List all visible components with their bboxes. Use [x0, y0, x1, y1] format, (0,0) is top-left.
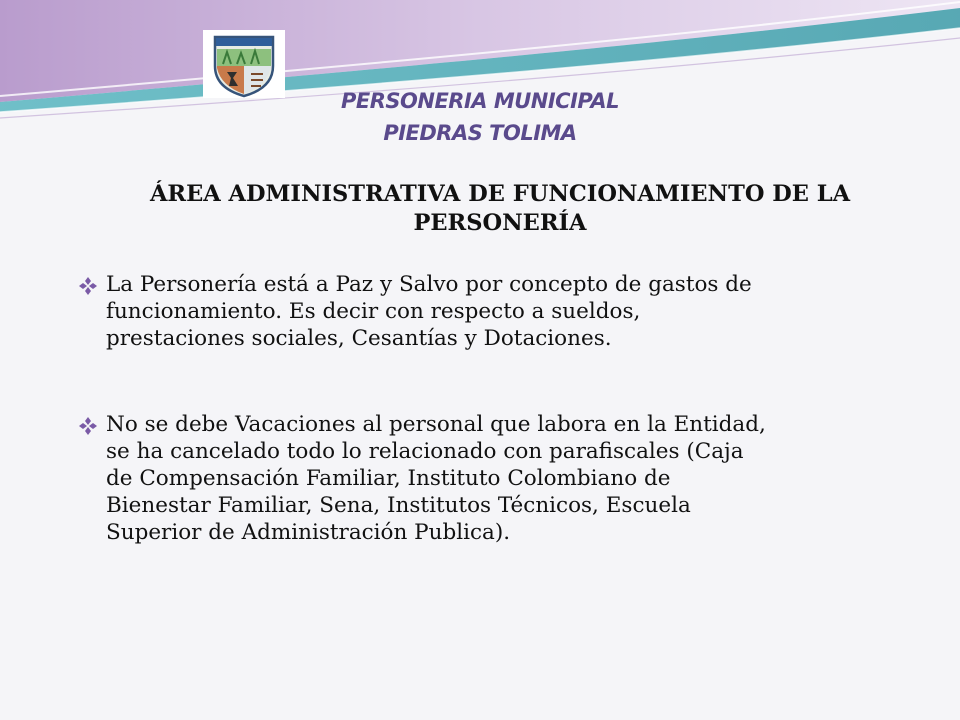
bullet-text-line: La Personería está a Paz y Salvo por concepto de gastos de [106, 272, 752, 297]
bullet-text-line: prestaciones sociales, Cesantías y Dotaciones. [106, 326, 612, 351]
diamond-bullet-icon [78, 416, 98, 436]
bullet-text-line: se ha cancelado todo lo relacionado con parafiscales (Caja [106, 439, 744, 464]
bullet-text-line: Superior de Administración Publica). [106, 520, 511, 545]
bullet-text-line: No se debe Vacaciones al personal que labora en la Entidad, [106, 412, 766, 437]
municipal-crest-icon [203, 30, 285, 98]
section-heading [60, 180, 940, 238]
header-title: PERSONERIA MUNICIPAL [340, 89, 619, 113]
bullet-text-line: Bienestar Familiar, Sena, Institutos Técnicos, Escuela [106, 493, 691, 518]
section-heading-line: ÁREA ADMINISTRATIVA DE FUNCIONAMIENTO DE LA [149, 181, 851, 207]
bullet-text-line: funcionamiento. Es decir con respecto a sueldos, [106, 299, 641, 324]
diamond-bullet-icon [78, 276, 98, 296]
section-heading-line: PERSONERÍA [413, 210, 587, 236]
header-subtitle: PIEDRAS TOLIMA [383, 121, 577, 145]
bullet-text-line: de Compensación Familiar, Instituto Colombiano de [106, 466, 671, 491]
